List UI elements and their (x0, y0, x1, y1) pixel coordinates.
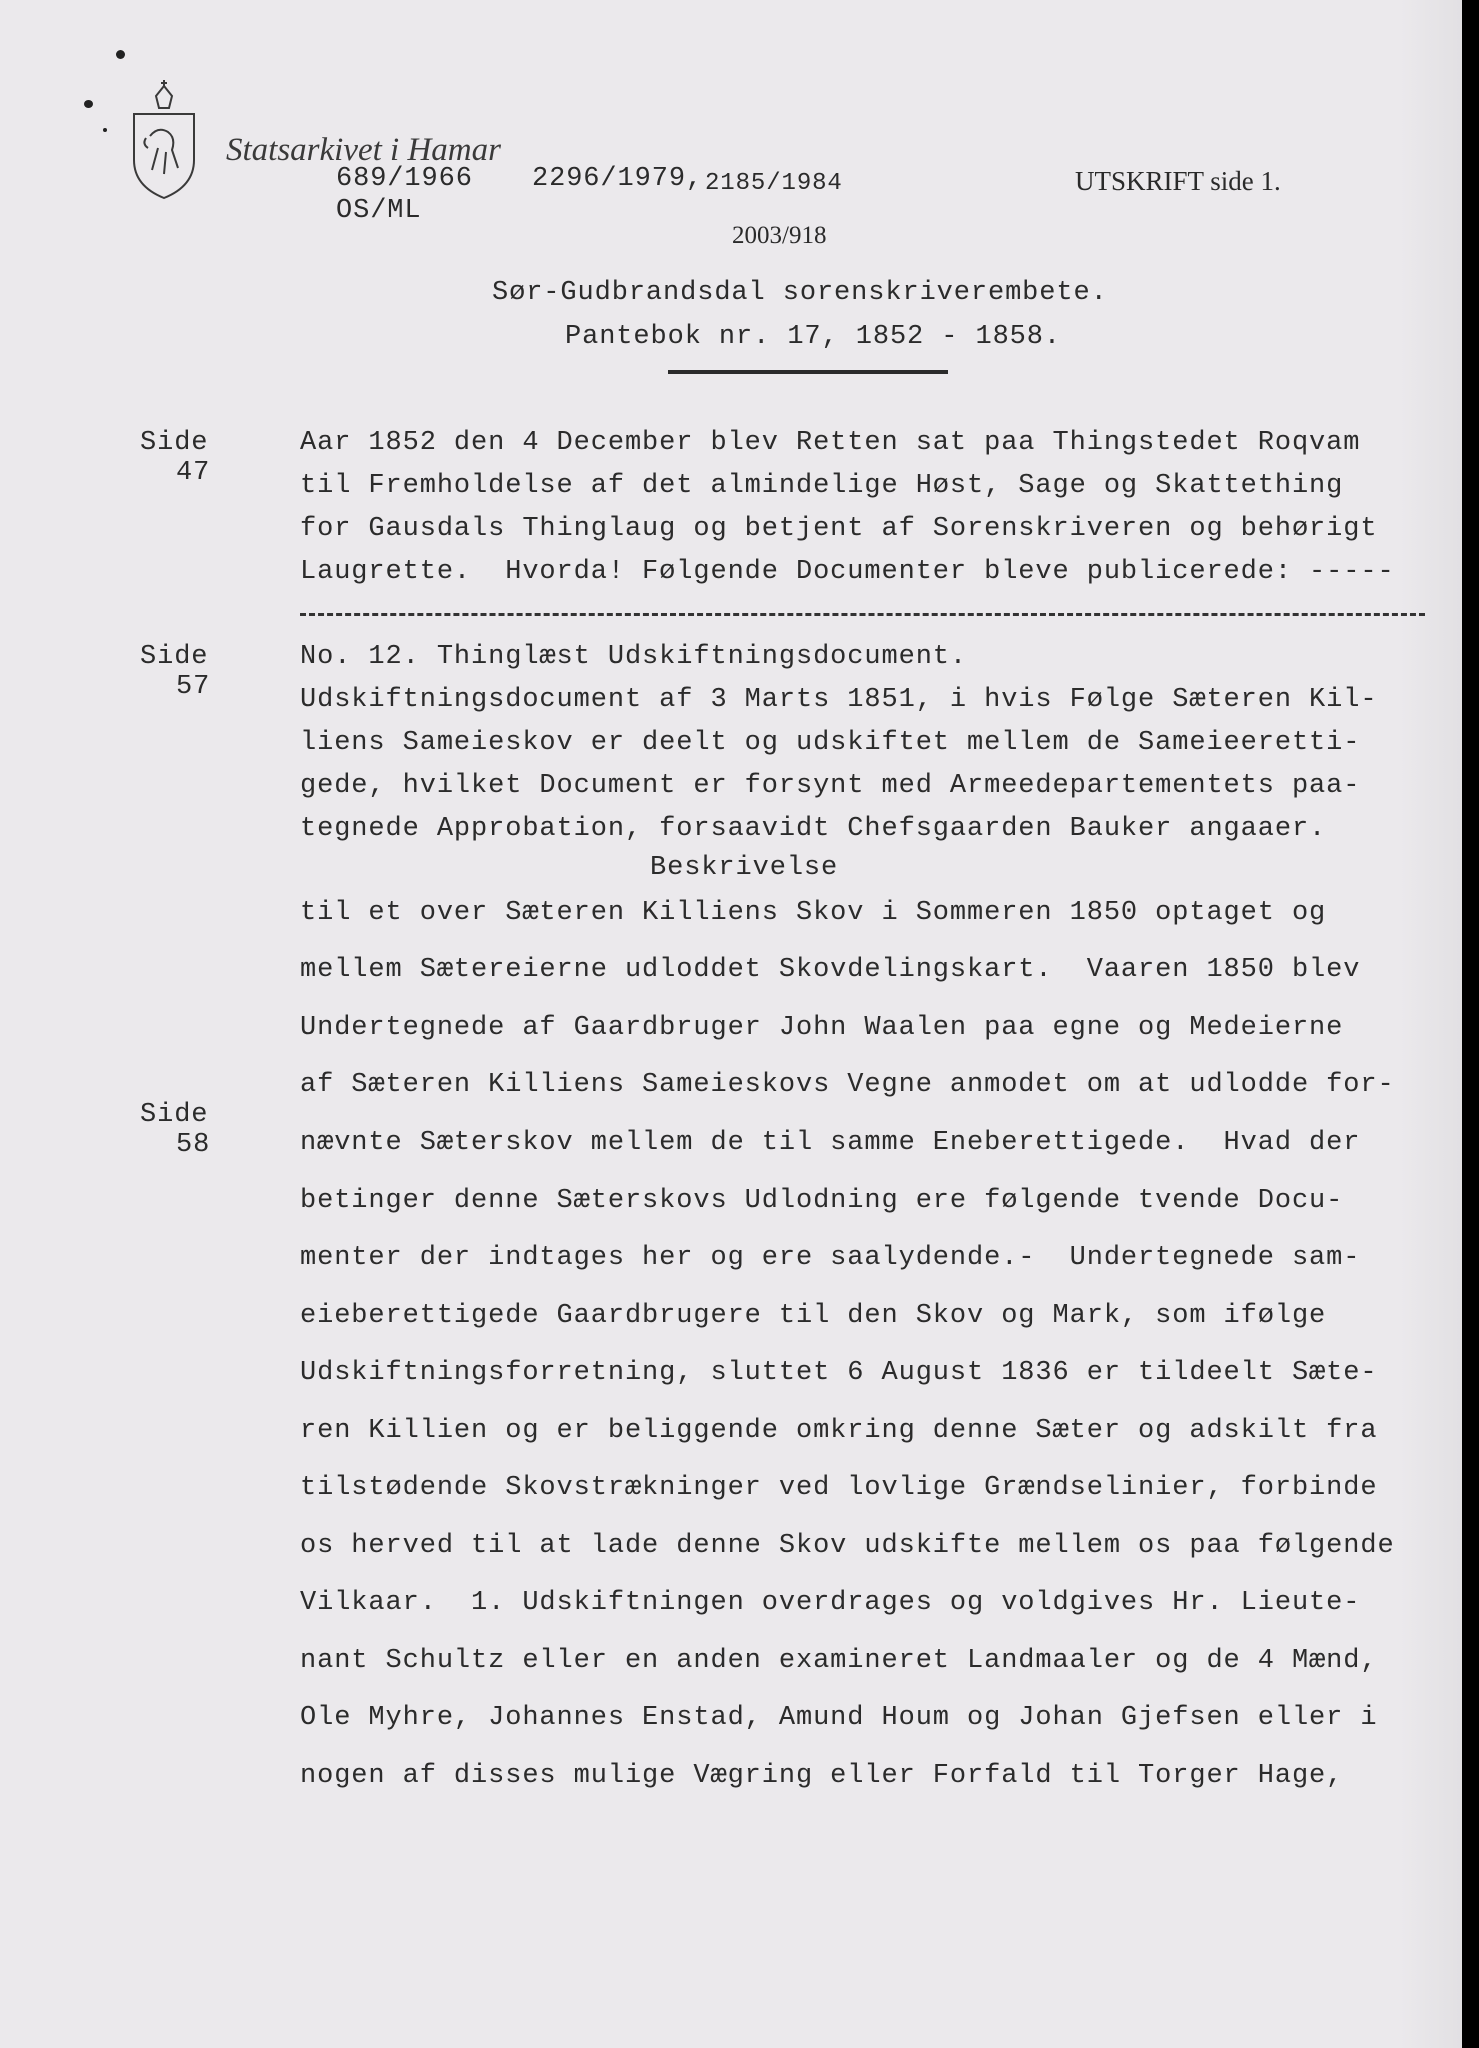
margin-page-number: 47 (176, 458, 211, 488)
margin-page-number: 58 (176, 1130, 211, 1160)
text-line: betinger denne Sæterskovs Udlodning ere følgende tvende Docu- (300, 1186, 1344, 1216)
page-edge-shadow (1400, 0, 1462, 2048)
text-line: menter der indtages her og ere saalydende.- Undertegnede sam- (300, 1243, 1361, 1273)
text-line: Vilkaar. 1. Udskiftningen overdrages og voldgives Hr. Lieute- (300, 1588, 1361, 1618)
text-line: af Sæteren Killiens Sameieskovs Vegne anmodet om at udlodde for- (300, 1070, 1395, 1100)
text-line: mellem Sætereierne udloddet Skovdelingskart. Vaaren 1850 blev (300, 955, 1361, 985)
margin-side-label: Side (140, 1100, 209, 1130)
text-line: gede, hvilket Document er forsynt med Armeedepartementets paa- (300, 771, 1361, 801)
document-title: Sør-Gudbrandsdal sorenskriverembete. (492, 278, 1108, 308)
text-line: Udskiftningsdocument af 3 Marts 1851, i hvis Følge Sæteren Kil- (300, 685, 1378, 715)
ink-speck (116, 50, 125, 59)
text-line: Aar 1852 den 4 December blev Retten sat paa Thingstedet Roqvam (300, 428, 1361, 458)
title-underline (668, 370, 948, 374)
document-subtitle: Pantebok nr. 17, 1852 - 1858. (565, 322, 1061, 352)
text-line: tilstødende Skovstrækninger ved lovlige Grændselinier, forbinde (300, 1473, 1378, 1503)
text-line: nævnte Sæterskov mellem de til samme Eneberettigede. Hvad der (300, 1128, 1361, 1158)
text-line: Udskiftningsforretning, sluttet 6 August 1836 er tildeelt Sæte- (300, 1358, 1378, 1388)
margin-side-label: Side (140, 428, 209, 458)
coat-of-arms-emblem (128, 78, 200, 203)
text-line: nant Schultz eller en anden examineret Landmaaler og de 4 Mænd, (300, 1646, 1378, 1676)
text-line: liens Sameieskov er deelt og udskiftet mellem de Sameieeretti- (300, 728, 1361, 758)
text-line: for Gausdals Thinglaug og betjent af Sorenskriveren og behørigt (300, 514, 1378, 544)
archive-reference-1: 689/1966 (336, 164, 473, 194)
ink-speck (84, 100, 93, 108)
text-line: til Fremholdelse af det almindelige Høst, Sage og Skattething (300, 471, 1344, 501)
text-line: ren Killien og er beliggende omkring denne Sæter og adskilt fra (300, 1416, 1378, 1446)
text-line: tegnede Approbation, forsaavidt Chefsgaarden Bauker angaaer. (300, 814, 1327, 844)
margin-page-number: 57 (176, 672, 211, 702)
text-line: eieberettigede Gaardbrugere til den Skov og Mark, som ifølge (300, 1301, 1327, 1331)
text-line: til et over Sæteren Killiens Skov i Sommeren 1850 optaget og (300, 898, 1327, 928)
section-heading: Beskrivelse (650, 853, 839, 883)
typist-initials: OS/ML (336, 196, 422, 226)
archive-reference-4: 2003/918 (732, 222, 827, 249)
text-line: Ole Myhre, Johannes Enstad, Amund Houm og Johan Gjefsen eller i (300, 1703, 1378, 1733)
text-line: No. 12. Thinglæst Udskiftningsdocument. (300, 642, 968, 672)
text-line: nogen af disses mulige Vægring eller Forfald til Torger Hage, (300, 1761, 1344, 1791)
dashed-separator (300, 613, 1425, 616)
transcript-page-label: UTSKRIFT side 1. (1075, 166, 1281, 196)
archive-name: Statsarkivet i Hamar (226, 132, 501, 168)
ink-speck (103, 128, 107, 132)
archive-reference-2: 2296/1979, (532, 164, 704, 194)
text-line: Undertegnede af Gaardbruger John Waalen paa egne og Medeierne (300, 1013, 1344, 1043)
margin-side-label: Side (140, 642, 209, 672)
text-line: os herved til at lade denne Skov udskifte mellem os paa følgende (300, 1531, 1395, 1561)
text-line: Laugrette. Hvorda! Følgende Documenter bleve publicerede: ----- (300, 557, 1395, 587)
archive-reference-3: 2185/1984 (705, 170, 843, 197)
